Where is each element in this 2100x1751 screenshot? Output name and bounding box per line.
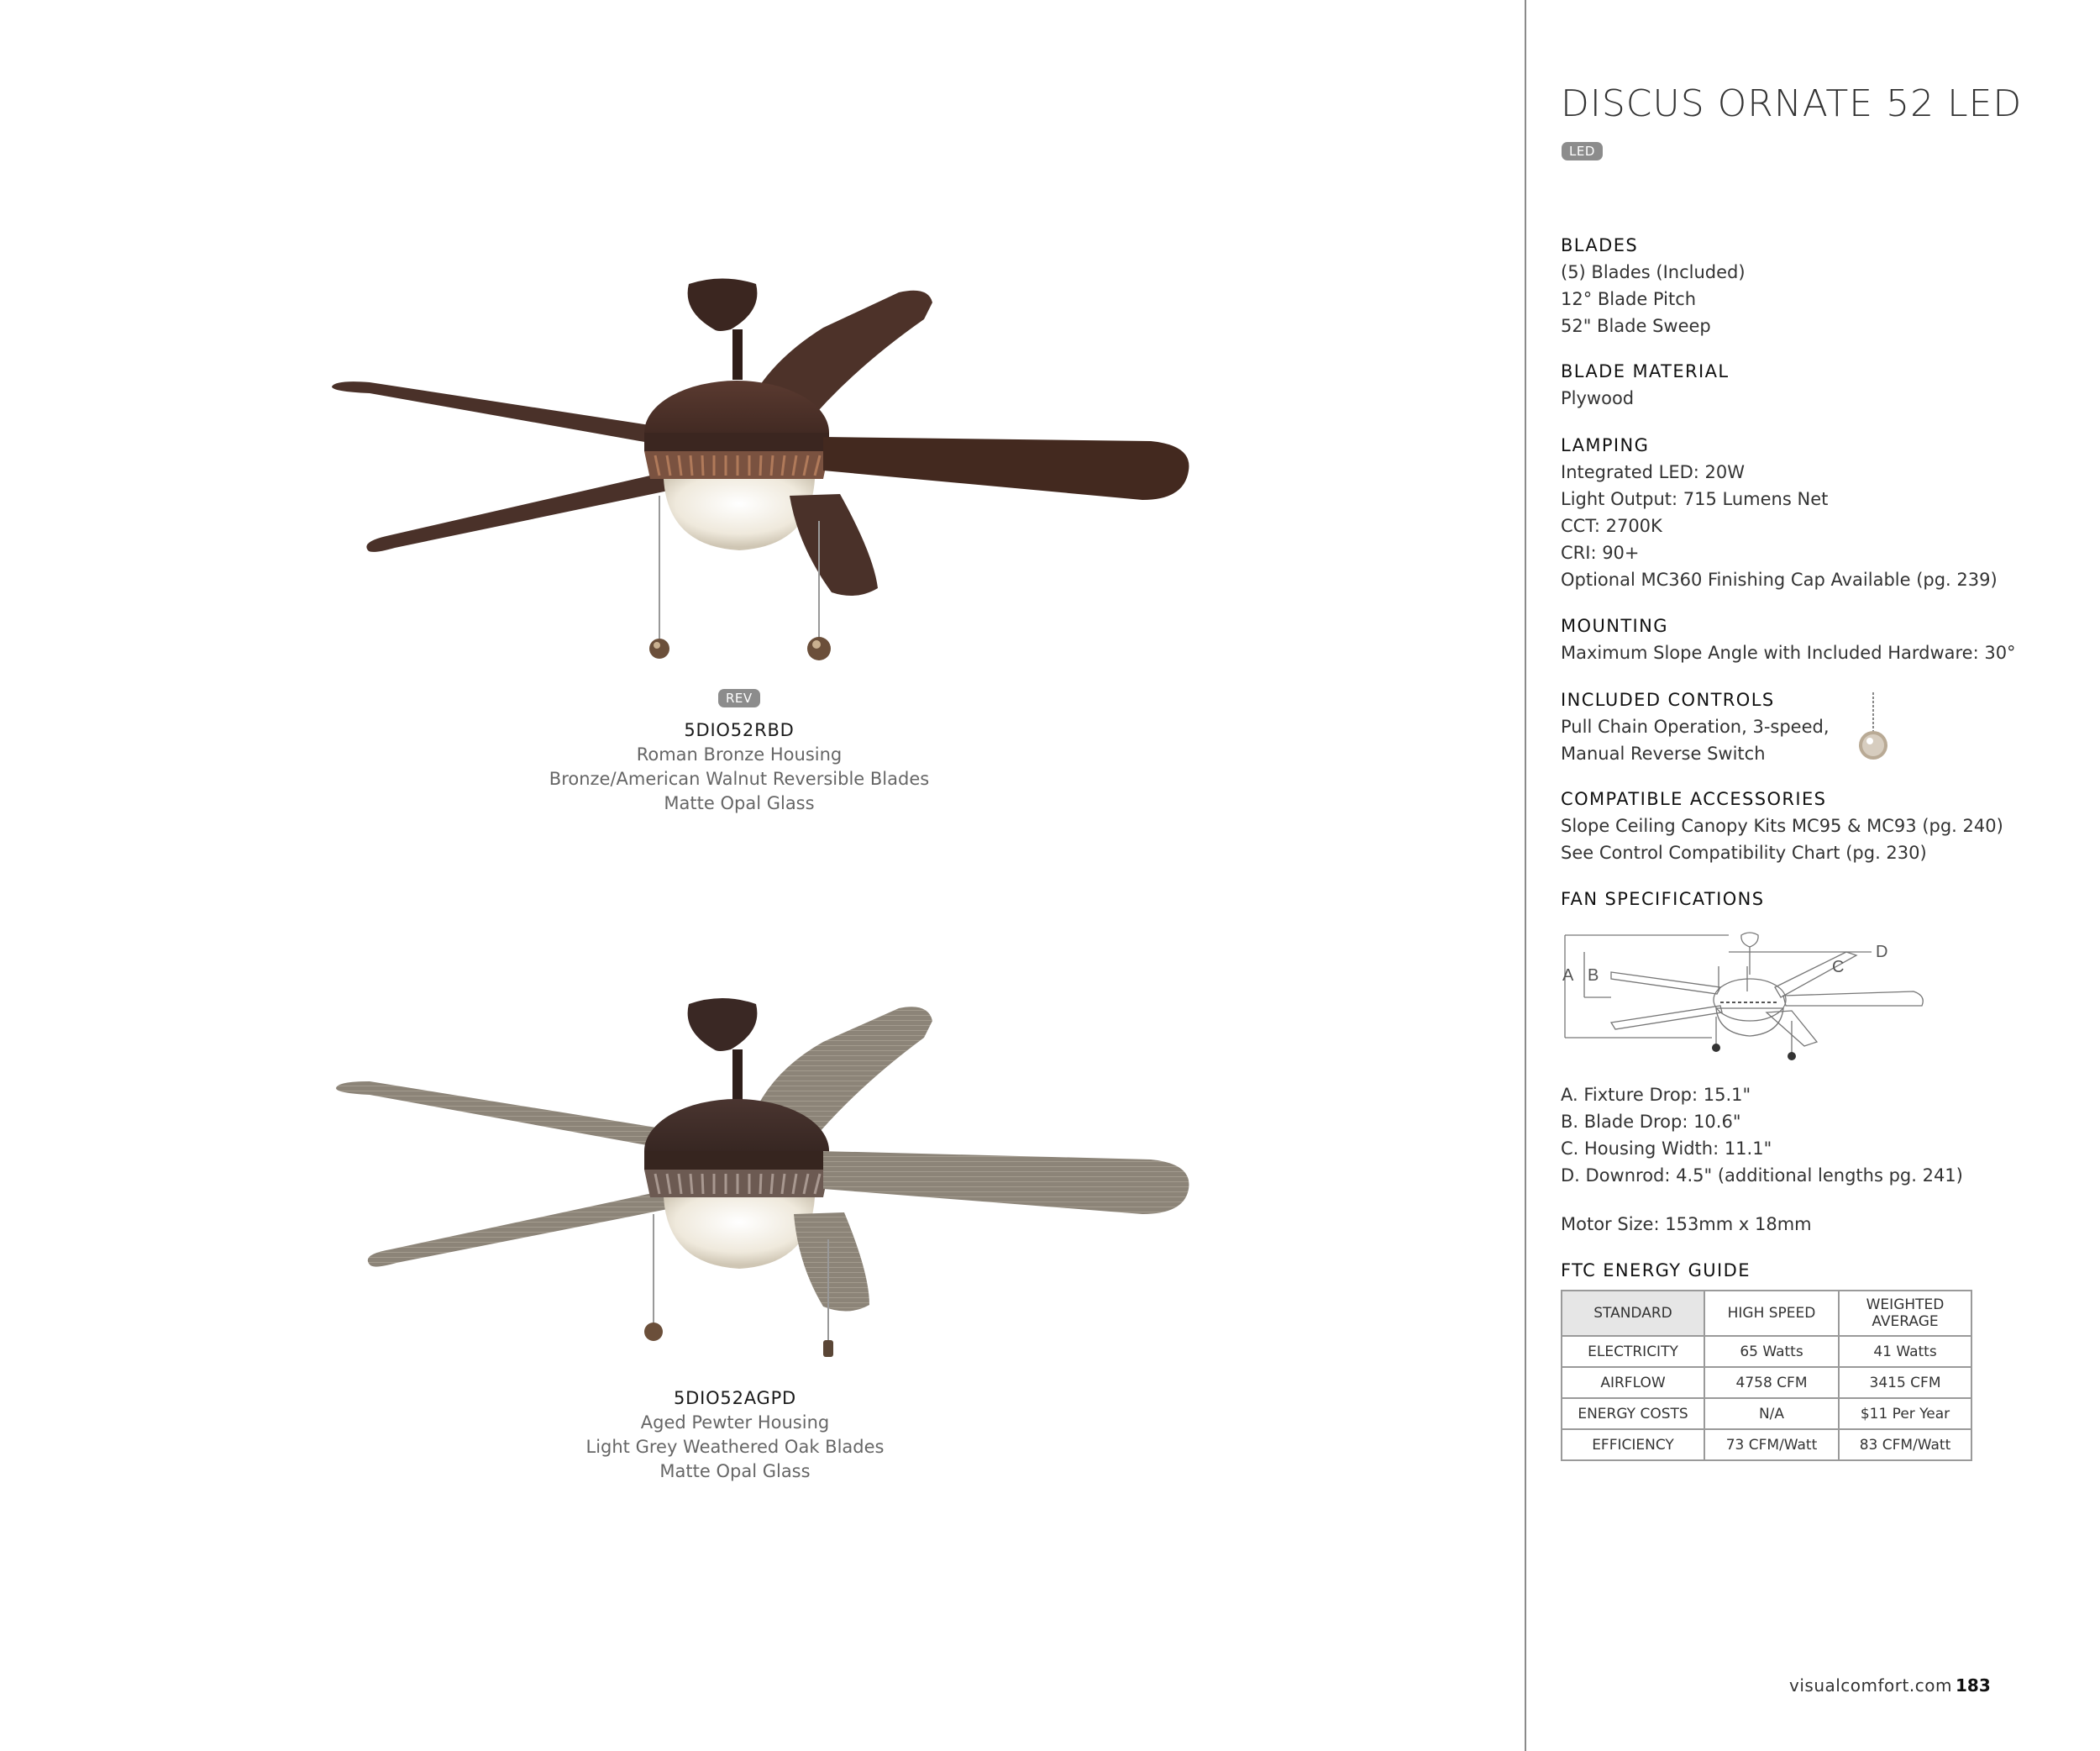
dim-label-d: D — [1876, 943, 1888, 961]
table-cell: N/A — [1704, 1398, 1839, 1429]
table-header: HIGH SPEED — [1704, 1291, 1839, 1336]
motor-size — [1561, 1211, 2065, 1238]
table-cell: 3415 CFM — [1839, 1367, 1971, 1398]
pull-chain-icon — [1852, 691, 1894, 762]
ftc-energy-guide — [1561, 1258, 2065, 1284]
table-cell: 65 Watts — [1704, 1336, 1839, 1367]
spec-heading: FAN SPECIFICATIONS — [1561, 889, 1765, 909]
product-housing: Aged Pewter Housing — [640, 1412, 830, 1433]
table-header-line: AVERAGE — [1872, 1313, 1939, 1330]
spec-blades — [1561, 233, 2065, 339]
spec-heading: FTC ENERGY GUIDE — [1561, 1260, 1751, 1280]
spec-line: 52" Blade Sweep — [1561, 316, 1711, 336]
table-cell: ENERGY COSTS — [1562, 1398, 1704, 1429]
spec-line: CRI: 90+ — [1561, 543, 1640, 563]
spec-line: (5) Blades (Included) — [1561, 262, 1746, 282]
spec-line: See Control Compatibility Chart (pg. 230) — [1561, 843, 1927, 863]
spec-mounting — [1561, 613, 2065, 666]
product-caption-2 — [483, 1386, 987, 1484]
product-glass: Matte Opal Glass — [664, 793, 815, 813]
spec-blade-material — [1561, 359, 2065, 412]
table-cell: 73 CFM/Watt — [1704, 1429, 1839, 1460]
product-caption-1 — [487, 718, 991, 816]
table-cell: ELECTRICITY — [1562, 1336, 1704, 1367]
table-header — [1839, 1291, 1971, 1336]
product-housing: Roman Bronze Housing — [636, 744, 843, 765]
spec-heading: BLADES — [1561, 235, 1639, 255]
product-blades: Light Grey Weathered Oak Blades — [585, 1437, 885, 1457]
table-header: STANDARD — [1562, 1291, 1704, 1336]
motor-size-text: Motor Size: 153mm x 18mm — [1561, 1214, 1812, 1234]
spec-compatible-accessories — [1561, 786, 2065, 866]
page-divider — [1525, 0, 1526, 1751]
spec-line: Plywood — [1561, 388, 1635, 408]
website-link[interactable]: visualcomfort.com — [1789, 1675, 1952, 1696]
spec-line: Integrated LED: 20W — [1561, 462, 1746, 482]
dimension-item: A. Fixture Drop: 15.1" — [1561, 1085, 1751, 1105]
dim-label-b: B — [1588, 966, 1599, 985]
spec-line: Light Output: 715 Lumens Net — [1561, 489, 1829, 509]
table-cell: 83 CFM/Watt — [1839, 1429, 1971, 1460]
spec-line: Maximum Slope Angle with Included Hardware: 30° — [1561, 643, 2016, 663]
fan-image-aged-pewter — [319, 987, 1210, 1391]
dim-label-a: A — [1562, 966, 1574, 985]
spec-heading: INCLUDED CONTROLS — [1561, 690, 1775, 710]
spec-included-controls — [1561, 687, 2065, 767]
spec-fan-specifications — [1561, 886, 2065, 912]
table-cell: $11 Per Year — [1839, 1398, 1971, 1429]
spec-line: Pull Chain Operation, 3-speed, — [1561, 717, 1830, 737]
fan-image-roman-bronze — [319, 269, 1210, 672]
spec-heading: MOUNTING — [1561, 616, 1668, 636]
table-cell: 41 Watts — [1839, 1336, 1971, 1367]
dimension-list — [1561, 1081, 2065, 1189]
page-number: 183 — [1956, 1675, 1991, 1696]
table-header-row — [1562, 1291, 1971, 1336]
table-row — [1562, 1398, 1971, 1429]
product-blades: Bronze/American Walnut Reversible Blades — [549, 769, 930, 789]
spec-heading: COMPATIBLE ACCESSORIES — [1561, 789, 1827, 809]
spec-lamping — [1561, 433, 2065, 593]
spec-heading: BLADE MATERIAL — [1561, 361, 1730, 381]
spec-heading: LAMPING — [1561, 435, 1650, 455]
table-row — [1562, 1336, 1971, 1367]
table-row — [1562, 1367, 1971, 1398]
ftc-energy-table — [1561, 1290, 1972, 1461]
spec-line: Optional MC360 Finishing Cap Available (pg. 239) — [1561, 570, 1998, 590]
dim-label-c: C — [1832, 958, 1845, 976]
table-header-line: WEIGHTED — [1866, 1296, 1945, 1313]
product-sku: 5DIO52AGPD — [673, 1388, 797, 1408]
reversible-badge: REV — [718, 689, 760, 707]
table-row — [1562, 1429, 1971, 1460]
page-title: DISCUS ORNATE 52 LED — [1561, 82, 2023, 125]
spec-line: CCT: 2700K — [1561, 516, 1662, 536]
fan-dimension-diagram — [1561, 928, 1939, 1075]
table-cell: AIRFLOW — [1562, 1367, 1704, 1398]
spec-line: 12° Blade Pitch — [1561, 289, 1697, 309]
led-badge: LED — [1562, 142, 1603, 160]
spec-line: Manual Reverse Switch — [1561, 744, 1766, 764]
dimension-item: D. Downrod: 4.5" (additional lengths pg. 241) — [1561, 1165, 1963, 1186]
spec-line: Slope Ceiling Canopy Kits MC95 & MC93 (pg. 240) — [1561, 816, 2003, 836]
dimension-item: B. Blade Drop: 10.6" — [1561, 1112, 1741, 1132]
table-cell: EFFICIENCY — [1562, 1429, 1704, 1460]
table-cell: 4758 CFM — [1704, 1367, 1839, 1398]
product-glass: Matte Opal Glass — [659, 1461, 811, 1481]
dimension-item: C. Housing Width: 11.1" — [1561, 1138, 1772, 1159]
product-sku: 5DIO52RBD — [684, 720, 795, 740]
